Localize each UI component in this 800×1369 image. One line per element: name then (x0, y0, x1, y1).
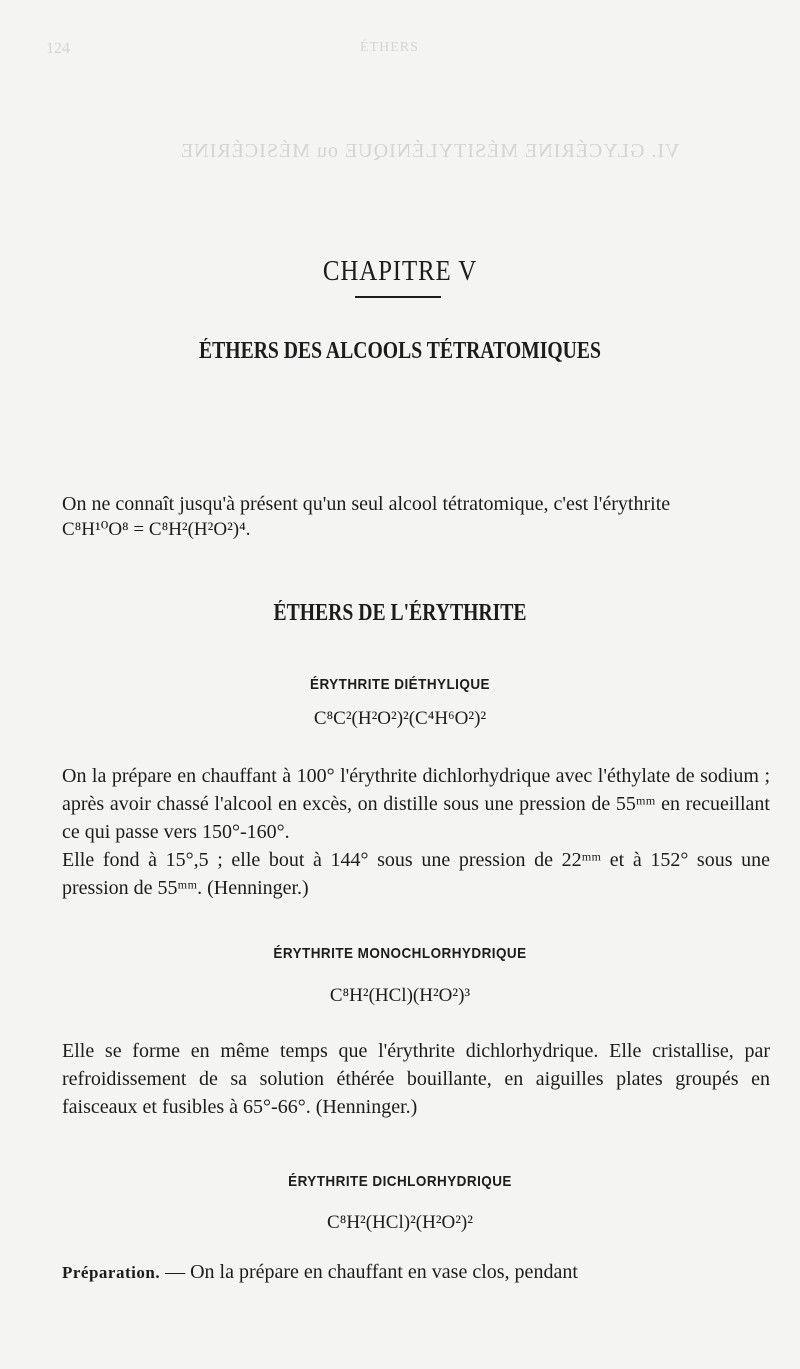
paragraph-monochlorhydrique: Elle se forme en même temps que l'érythrite dichlorhydrique. Elle cristallise, par refroidissement de sa solution éthérée bouillante, en aiguilles plates groupés en faisceaux et fusibles à 65°-66°. (Henninger.) (62, 1040, 770, 1118)
intro-formula: C⁸H¹⁰O⁸ = C⁸H²(H²O²)⁴. (62, 519, 251, 540)
section-title-erythrite: ÉTHERS DE L'ÉRYTHRITE (273, 600, 527, 626)
paragraph-diethylique-preparation: On la prépare en chauffant à 100° l'érythrite dichlorhydrique avec l'éthylate de sodium ; après avoir chassé l'alcool en excès, on distille sous une pression de 55ᵐᵐ en recueillant ce qui passe vers 150°-160°. (62, 765, 770, 843)
preparation-label: Préparation. (62, 1263, 161, 1282)
title-rule (355, 296, 441, 298)
heading-diethylique: ÉRYTHRITE DIÉTHYLIQUE (310, 676, 490, 693)
paragraph-diethylique-properties: Elle fond à 15°,5 ; elle bout à 144° sous une pression de 22ᵐᵐ et à 152° sous une pression de 55ᵐᵐ. (Henninger.) (62, 849, 770, 899)
heading-dichlorhydrique: ÉRYTHRITE DICHLORHYDRIQUE (288, 1173, 512, 1190)
preparation-text: — On la prépare en chauffant en vase clos, pendant (160, 1261, 578, 1283)
formula-dichlorhydrique: C⁸H²(HCl)²(H²O²)² (327, 1212, 473, 1233)
paragraph-dichlorhydrique (62, 1258, 770, 1287)
ghost-bleedthrough-title: VI. GLYCÉRINE MÉSITYLÉNIQUE ou MÉSICÉRINE (180, 140, 680, 162)
intro-paragraph: On ne connaît jusqu'à présent qu'un seul alcool tétratomique, c'est l'érythrite (62, 493, 671, 515)
heading-monochlorhydrique: ÉRYTHRITE MONOCHLORHYDRIQUE (273, 945, 527, 962)
formula-diethylique: C⁸C²(H²O²)²(C⁴H⁶O²)² (313, 708, 487, 729)
chapter-title: CHAPITRE V (322, 255, 478, 287)
ghost-running-header: ÉTHERS (360, 40, 419, 55)
ghost-page-number: 124 (46, 40, 70, 57)
section-title-tetratomic: ÉTHERS DES ALCOOLS TÉTRATOMIQUES (199, 338, 601, 364)
formula-monochlorhydrique: C⁸H²(HCl)(H²O²)³ (329, 985, 471, 1006)
